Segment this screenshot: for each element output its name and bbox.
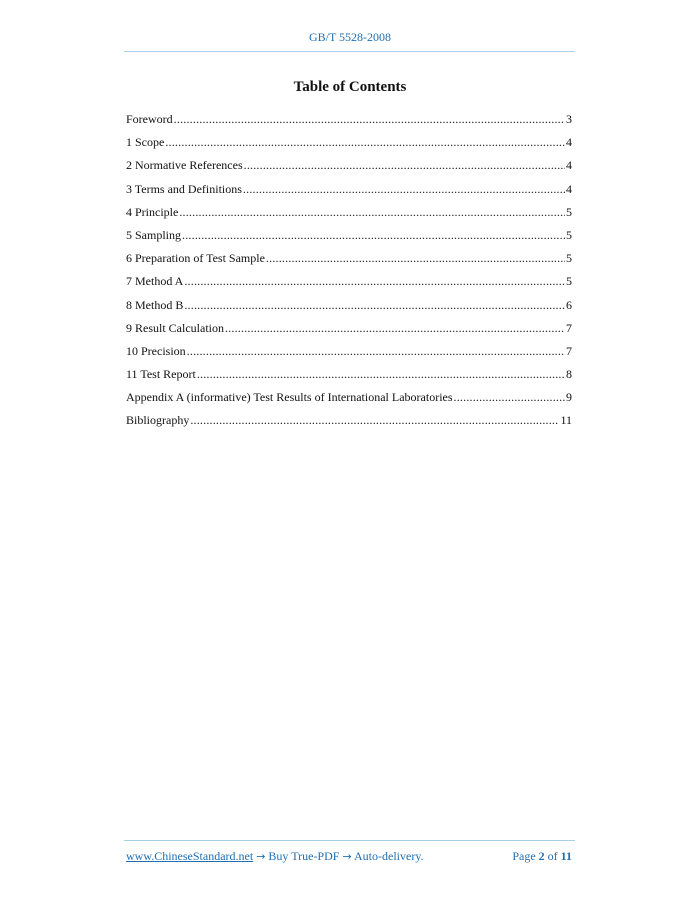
toc-entry-label: Bibliography bbox=[126, 413, 190, 428]
toc-entry-page: 4 bbox=[566, 135, 572, 150]
website-link[interactable]: www.ChineseStandard.net bbox=[126, 849, 254, 863]
auto-delivery-text: Auto-delivery. bbox=[351, 849, 424, 863]
page-title: Table of Contents bbox=[293, 79, 407, 95]
toc-entry-page: 4 bbox=[566, 158, 572, 173]
toc-entry-label: 9 Result Calculation bbox=[126, 320, 224, 335]
dot-leader bbox=[266, 247, 565, 270]
dot-leader bbox=[190, 409, 559, 432]
dot-leader bbox=[187, 340, 565, 363]
dot-leader bbox=[184, 294, 565, 317]
toc-entry-principle[interactable] bbox=[126, 201, 572, 224]
toc-entry-page: 5 bbox=[566, 274, 572, 289]
footer-promo bbox=[126, 849, 424, 864]
toc-entry-label: 6 Preparation of Test Sample bbox=[126, 251, 265, 266]
toc-entry-page: 4 bbox=[566, 181, 572, 196]
toc-entry-label: 5 Sampling bbox=[126, 227, 182, 242]
toc-entry-page: 5 bbox=[566, 204, 572, 219]
dot-leader bbox=[174, 108, 565, 131]
toc-entry-sampling[interactable] bbox=[126, 224, 572, 247]
toc-entry-precision[interactable] bbox=[126, 340, 572, 363]
toc-entry-label: 3 Terms and Definitions bbox=[126, 181, 242, 196]
current-page: 2 bbox=[538, 849, 545, 863]
toc-entry-label: Foreword bbox=[126, 112, 173, 126]
buy-true-pdf-text: Buy True-PDF bbox=[265, 849, 343, 863]
header-divider bbox=[124, 51, 575, 52]
arrow-right-icon: → bbox=[342, 850, 352, 863]
toc-entry-foreword[interactable] bbox=[126, 108, 572, 131]
page-label: Page bbox=[512, 849, 536, 863]
toc-entry-page: 9 bbox=[566, 390, 572, 405]
toc-entry-scope[interactable] bbox=[126, 131, 572, 154]
toc-entry-page: 5 bbox=[566, 227, 572, 242]
toc-entry-test-report[interactable] bbox=[126, 363, 572, 386]
toc-entry-label: 4 Principle bbox=[126, 204, 179, 219]
toc-entry-terms-and-definitions[interactable] bbox=[126, 178, 572, 201]
dot-leader bbox=[184, 270, 565, 293]
dot-leader bbox=[197, 363, 565, 386]
toc-entry-label: 10 Precision bbox=[126, 343, 186, 358]
toc-entry-label: 8 Method B bbox=[126, 297, 184, 312]
toc-entry-label: 7 Method A bbox=[126, 274, 184, 289]
toc-entry-label: Appendix A (informative) Test Results of International Laboratories bbox=[126, 390, 453, 405]
toc-entry-page: 8 bbox=[566, 367, 572, 382]
toc-entry-label: 2 Normative References bbox=[126, 158, 243, 173]
toc-entry-result-calculation[interactable] bbox=[126, 317, 572, 340]
dot-leader bbox=[243, 178, 565, 201]
running-header: GB/T 5528-2008 bbox=[308, 30, 392, 44]
page-of-label: of bbox=[547, 849, 558, 863]
toc-entry-bibliography[interactable] bbox=[126, 409, 572, 432]
toc-entry-method-a[interactable] bbox=[126, 270, 572, 293]
dot-leader bbox=[165, 131, 565, 154]
toc-entry-normative-references[interactable] bbox=[126, 154, 572, 177]
toc-entry-page: 5 bbox=[566, 251, 572, 266]
dot-leader bbox=[225, 317, 565, 340]
toc-entry-method-b[interactable] bbox=[126, 294, 572, 317]
dot-leader bbox=[454, 386, 565, 409]
toc-entry-page: 7 bbox=[566, 343, 572, 358]
toc-entry-label: 1 Scope bbox=[126, 135, 165, 150]
toc-entry-label: 11 Test Report bbox=[126, 367, 196, 382]
toc-entry-preparation-of-test-sample[interactable] bbox=[126, 247, 572, 270]
dot-leader bbox=[244, 154, 565, 177]
toc-entry-page: 3 bbox=[566, 112, 572, 126]
arrow-right-icon: → bbox=[256, 850, 266, 863]
toc-entry-appendix-a[interactable] bbox=[126, 386, 572, 409]
dot-leader bbox=[179, 201, 565, 224]
page-number bbox=[512, 849, 572, 864]
toc-entry-page: 7 bbox=[566, 320, 572, 335]
table-of-contents bbox=[126, 108, 572, 433]
footer-divider bbox=[124, 840, 575, 841]
total-pages: 11 bbox=[560, 849, 572, 863]
dot-leader bbox=[182, 224, 565, 247]
toc-entry-page: 11 bbox=[560, 413, 572, 428]
toc-entry-page: 6 bbox=[566, 297, 572, 312]
